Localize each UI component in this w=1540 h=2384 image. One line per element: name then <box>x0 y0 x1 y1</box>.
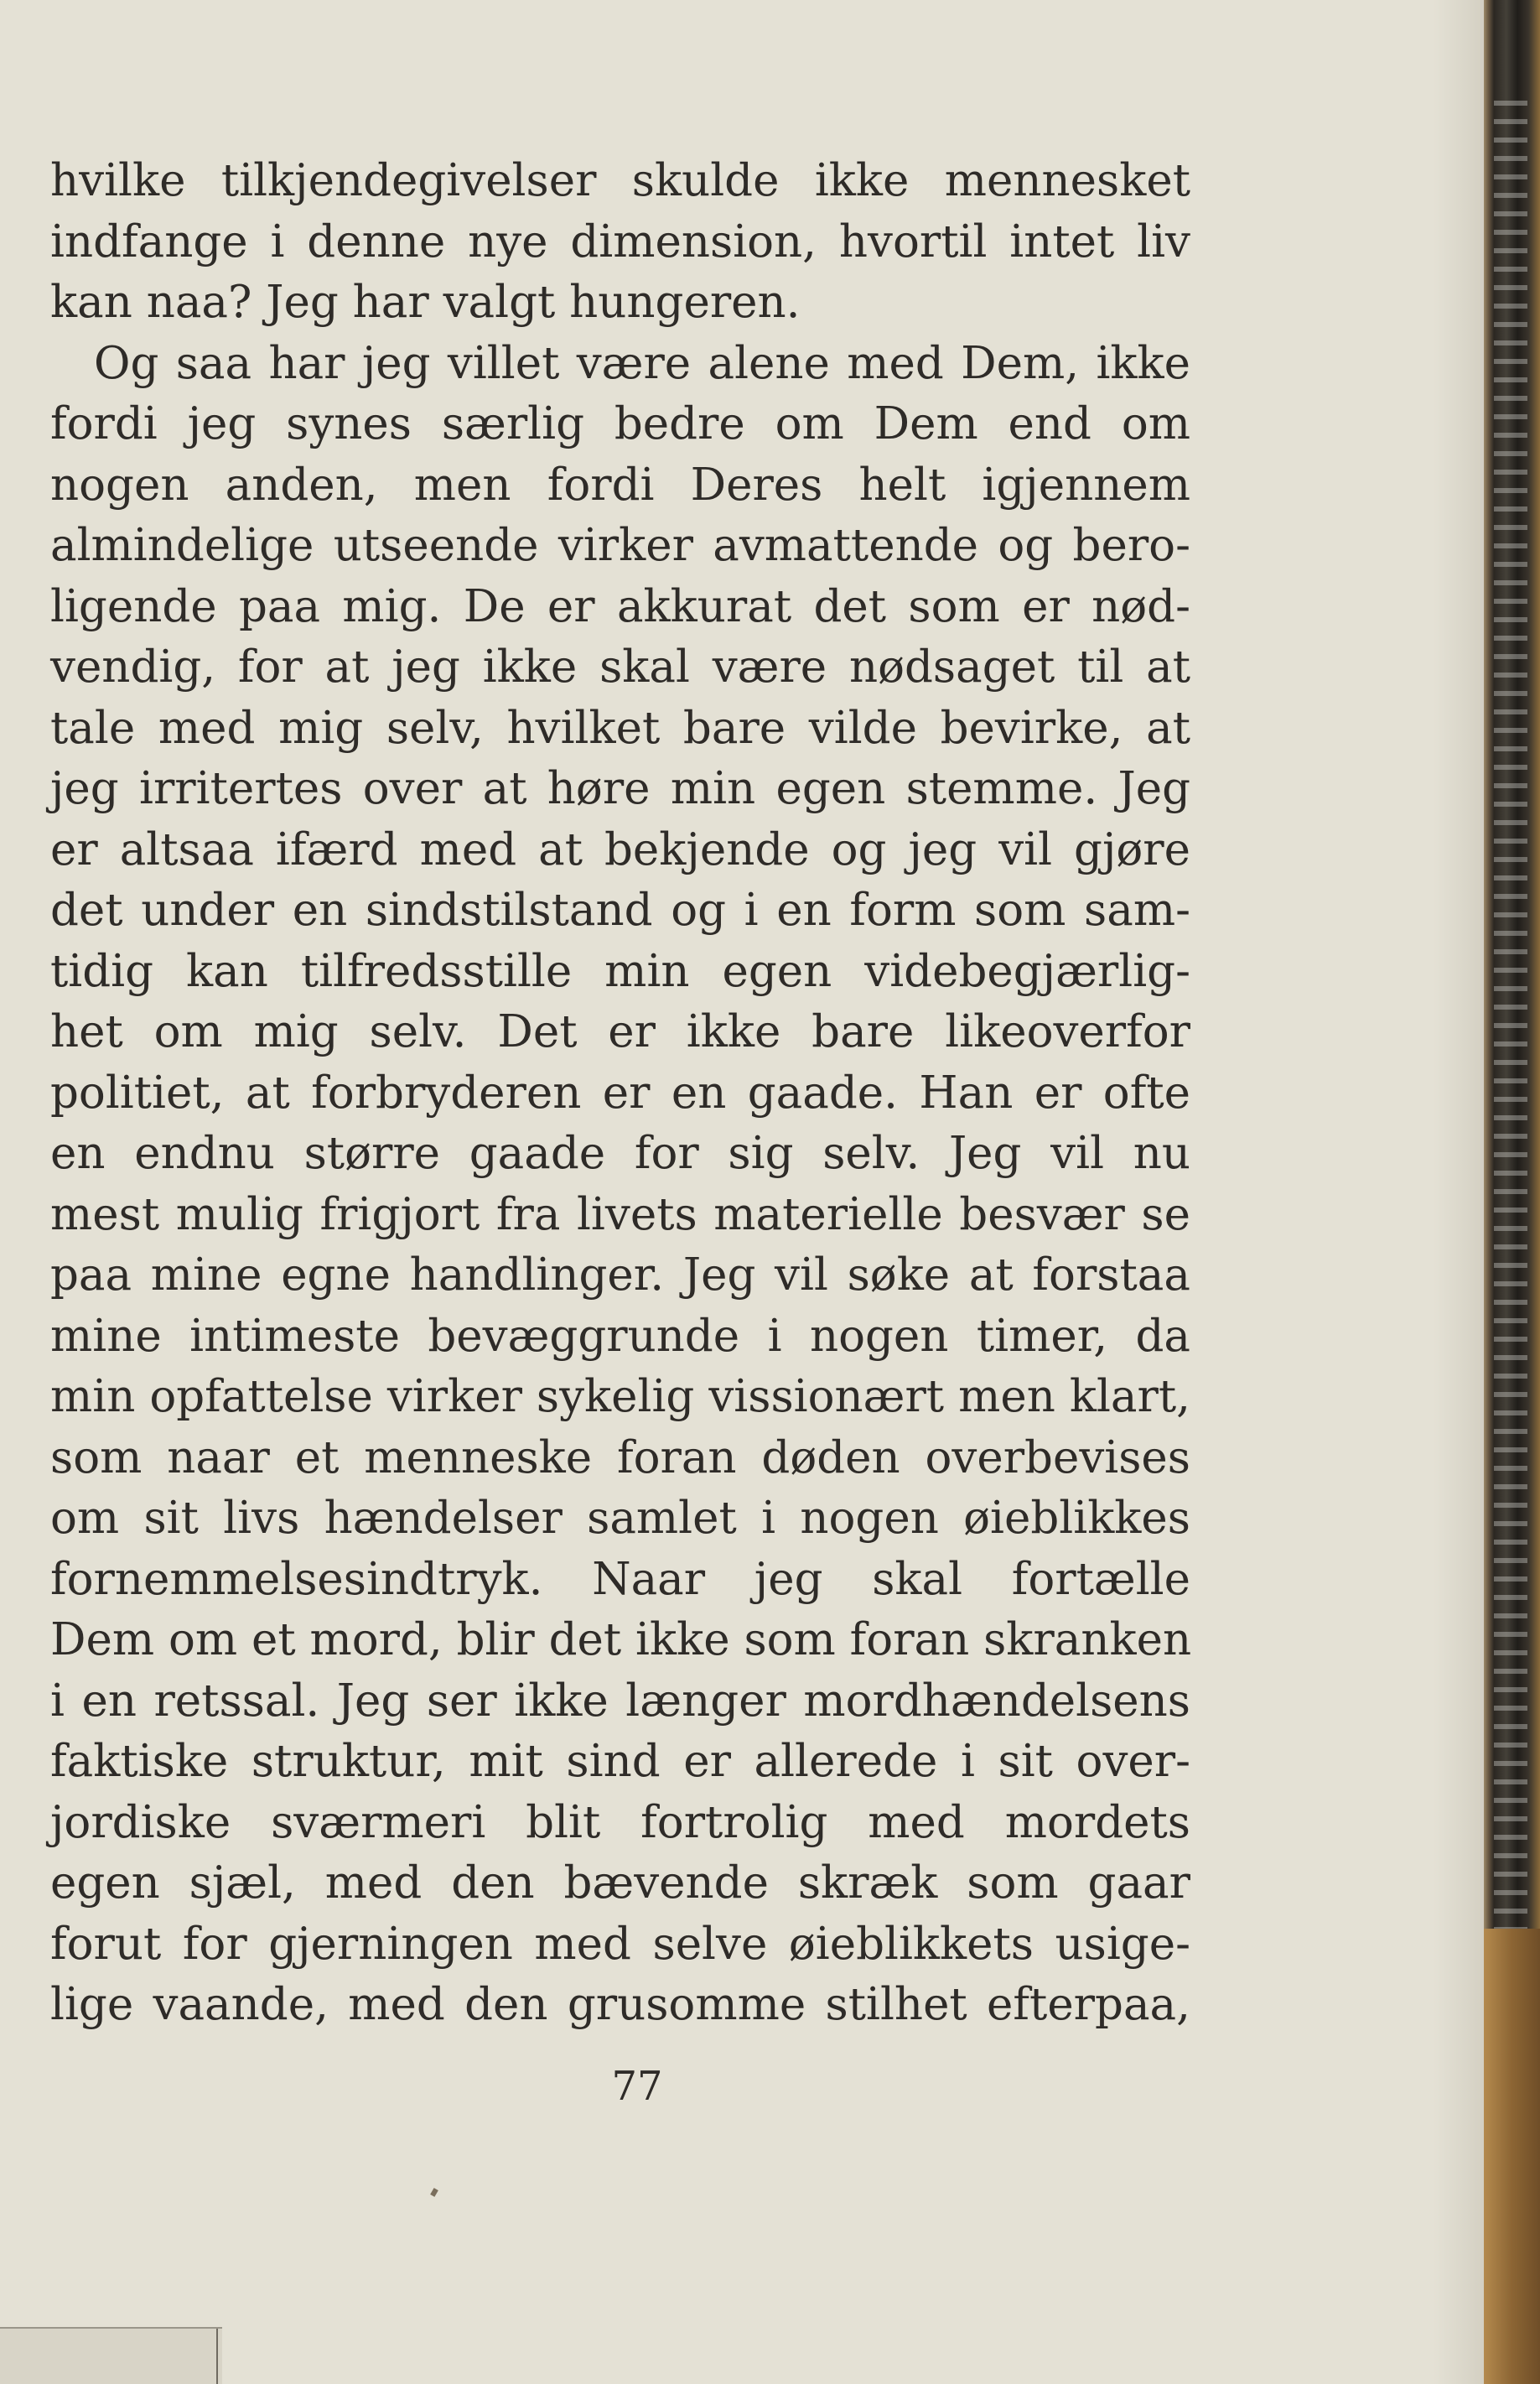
scan-corner-artifact <box>0 2327 222 2384</box>
book-spine-edge <box>1484 0 1540 2384</box>
text-line: forut for gjerningen med selve øieblikkets usige- <box>50 1918 1190 1970</box>
text-line: Dem om et mord, blir det ikke som foran skranken <box>50 1614 1192 1665</box>
text-line: almindelige utseende virker avmattende og bero- <box>50 520 1190 571</box>
text-line: min opfattelse virker sykelig vissionært men klart, <box>50 1371 1190 1422</box>
page-number: 77 <box>611 2063 663 2110</box>
text-line: tidig kan tilfredsstille min egen videbegjærlig- <box>50 945 1190 997</box>
text-line: fordi jeg synes særlig bedre om Dem end om <box>50 398 1190 449</box>
body-text <box>50 151 1190 2036</box>
text-line: nogen anden, men fordi Deres helt igjennem <box>50 459 1190 511</box>
text-line: er altsaa ifærd med at bekjende og jeg vil gjøre <box>50 823 1190 875</box>
text-line: paa mine egne handlinger. Jeg vil søke at forstaa <box>50 1249 1190 1301</box>
text-line: vendig, for at jeg ikke skal være nødsaget til at <box>50 641 1190 693</box>
text-line: kan naa? Jeg har valgt hungeren. <box>50 277 801 328</box>
text-line: som naar et menneske foran døden overbevises <box>50 1431 1190 1483</box>
text-line: jeg irritertes over at høre min egen stemme. Jeg <box>50 763 1190 814</box>
text-line: jordiske sværmeri blit fortrolig med mordets <box>50 1796 1190 1848</box>
text-line: mine intimeste bevæggrunde i nogen timer, da <box>50 1310 1190 1362</box>
text-line: mest mulig frigjort fra livets materielle besvær se <box>50 1188 1190 1240</box>
text-line: politiet, at forbryderen er en gaade. Han er ofte <box>50 1067 1190 1119</box>
text-line: lige vaande, med den grusomme stilhet efterpaa, <box>50 1979 1190 2030</box>
text-line: egen sjæl, med den bævende skræk som gaar <box>50 1857 1190 1909</box>
text-line: Og saa har jeg villet være alene med Dem, ikke <box>94 337 1190 389</box>
text-line: indfange i denne nye dimension, hvortil intet liv <box>50 216 1190 267</box>
text-line: om sit livs hændelser samlet i nogen øieblikkes <box>50 1493 1190 1544</box>
paper-speck <box>430 2188 438 2197</box>
text-line: ligende paa mig. De er akkurat det som er nød- <box>50 580 1190 632</box>
text-line: det under en sindstilstand og i en form som sam- <box>50 885 1190 936</box>
text-line: fornemmelsesindtryk. Naar jeg skal fortælle <box>50 1553 1190 1605</box>
text-line: het om mig selv. Det er ikke bare likeoverfor <box>50 1006 1190 1057</box>
text-line: en endnu større gaade for sig selv. Jeg vil nu <box>50 1128 1190 1179</box>
text-line: tale med mig selv, hvilket bare vilde bevirke, at <box>50 702 1190 754</box>
text-line: hvilke tilkjendegivelser skulde ikke mennesket <box>50 155 1190 206</box>
text-line: faktiske struktur, mit sind er allerede i sit over- <box>50 1736 1190 1787</box>
text-line: i en retssal. Jeg ser ikke længer mordhændelsens <box>50 1675 1190 1727</box>
